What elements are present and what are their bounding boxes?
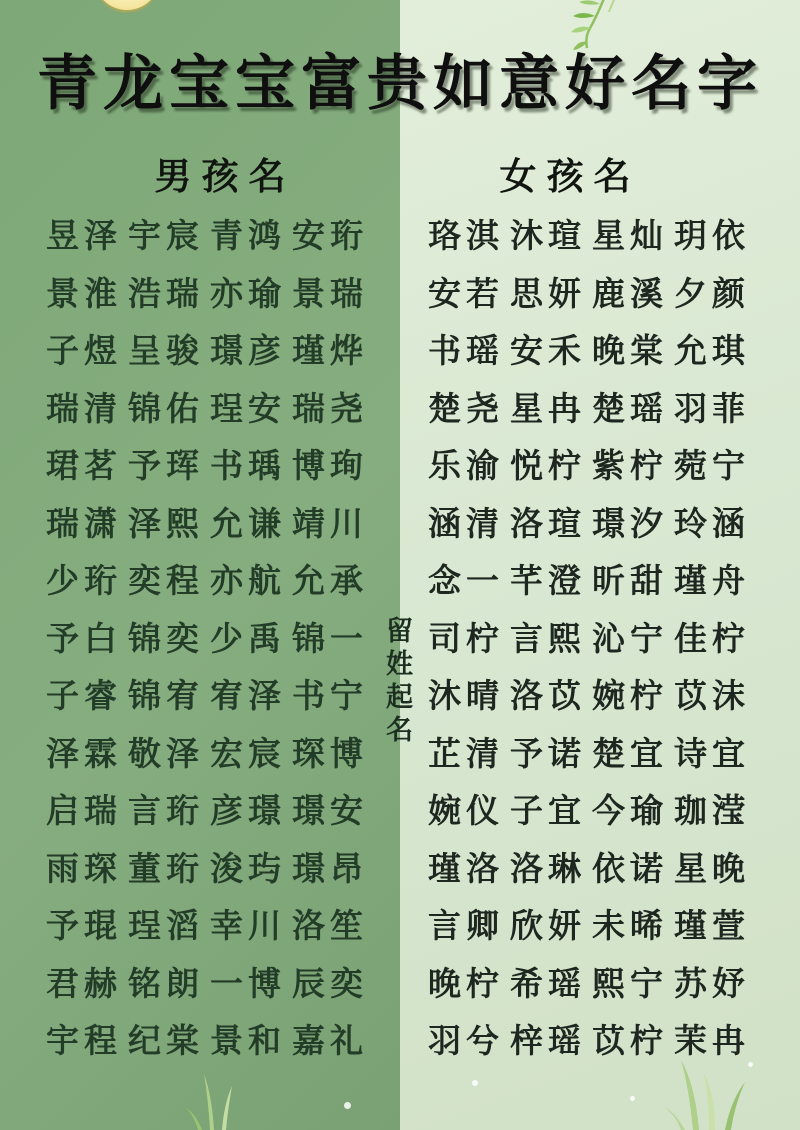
name-item: 安珩: [292, 219, 368, 255]
poster-title: 青龙宝宝富贵如意好名字: [37, 51, 763, 117]
name-item: 芷清: [428, 736, 504, 773]
name-item: 辰奕: [292, 966, 368, 1003]
name-row: [46, 958, 368, 1005]
name-item: 博珣: [292, 449, 368, 485]
name-item: 洛苡: [510, 679, 586, 715]
name-item: 瑾洛: [428, 851, 504, 888]
name-item: 苏妤: [674, 966, 750, 1003]
name-row: [46, 498, 368, 545]
name-item: 景淮: [46, 276, 122, 313]
name-row: [46, 728, 368, 775]
name-item: 苡沫: [674, 679, 750, 715]
name-item: 璟彦: [210, 334, 286, 370]
name-item: 书瑀: [210, 449, 286, 485]
name-item: 琛博: [292, 736, 368, 773]
name-row: [428, 670, 750, 717]
name-item: 景和: [210, 1024, 286, 1060]
name-item: 锦奕: [128, 621, 204, 658]
name-item: 洛琳: [510, 851, 586, 888]
name-item: 梓瑶: [510, 1024, 586, 1060]
name-item: 婉仪: [428, 794, 504, 830]
name-item: 玥依: [674, 219, 750, 255]
name-item: 苡柠: [592, 1024, 668, 1060]
girls-names-grid: [428, 210, 750, 1062]
name-item: 璟昂: [292, 851, 368, 888]
name-item: 铭朗: [128, 966, 204, 1003]
name-item: 熙宁: [592, 966, 668, 1003]
name-item: 宇程: [46, 1024, 122, 1060]
name-item: 洛瑄: [510, 506, 586, 543]
name-row: [428, 210, 750, 257]
name-item: 予诺: [510, 736, 586, 773]
name-item: 夕颜: [674, 276, 750, 313]
name-item: 泽霖: [46, 736, 122, 773]
name-item: 嘉礼: [292, 1024, 368, 1060]
name-row: [428, 843, 750, 890]
name-item: 珞淇: [428, 219, 504, 255]
name-item: 敬泽: [128, 736, 204, 773]
name-item: 允琪: [674, 334, 750, 370]
name-item: 宏宸: [210, 736, 286, 773]
name-item: 佳柠: [674, 621, 750, 658]
name-item: 一博: [210, 966, 286, 1003]
name-item: 乐渝: [428, 449, 504, 485]
name-row: [46, 555, 368, 602]
name-row: [428, 268, 750, 315]
name-item: 璟安: [292, 794, 368, 830]
name-item: 鹿溪: [592, 276, 668, 313]
name-item: 瑾萱: [674, 909, 750, 945]
name-row: [428, 383, 750, 430]
name-item: 珵安: [210, 391, 286, 428]
grass-tuft-icon: [168, 1068, 278, 1130]
name-item: 子睿: [46, 679, 122, 715]
name-item: 书瑶: [428, 334, 504, 370]
name-row: [46, 210, 368, 257]
name-item: 羽兮: [428, 1024, 504, 1060]
name-item: 今瑜: [592, 794, 668, 830]
name-item: 星晚: [674, 851, 750, 888]
name-item: 宥泽: [210, 679, 286, 715]
name-item: 未晞: [592, 909, 668, 945]
name-item: 青鸿: [210, 219, 286, 255]
name-item: 瑞潇: [46, 506, 122, 543]
boys-names-grid: [46, 210, 368, 1062]
name-item: 洛笙: [292, 909, 368, 945]
name-item: 司柠: [428, 621, 504, 658]
name-row: [428, 613, 750, 660]
name-item: 紫柠: [592, 449, 668, 485]
name-item: 少珩: [46, 564, 122, 600]
name-item: 靖川: [292, 506, 368, 543]
name-item: 言卿: [428, 909, 504, 945]
name-item: 锦宥: [128, 679, 204, 715]
name-item: 羽菲: [674, 391, 750, 428]
name-item: 予琨: [46, 909, 122, 945]
name-item: 楚宜: [592, 736, 668, 773]
name-row: [428, 958, 750, 1005]
name-item: 子宜: [510, 794, 586, 830]
name-row: [46, 670, 368, 717]
name-item: 昕甜: [592, 564, 668, 600]
name-item: 安若: [428, 276, 504, 313]
name-item: 子煜: [46, 334, 122, 370]
name-item: 悦柠: [510, 449, 586, 485]
boys-column-header: 男孩名: [154, 157, 296, 198]
name-item: 沐晴: [428, 679, 504, 715]
name-item: 奕程: [128, 564, 204, 600]
name-item: 少禹: [210, 621, 286, 658]
name-item: 言熙: [510, 621, 586, 658]
grass-tuft-icon: [655, 1048, 775, 1130]
name-item: 璟汐: [592, 506, 668, 543]
name-row: [428, 728, 750, 775]
name-item: 珈滢: [674, 794, 750, 830]
name-item: 珵滔: [128, 909, 204, 945]
name-item: 晚柠: [428, 966, 504, 1003]
name-item: 亦瑜: [210, 276, 286, 313]
name-item: 念一: [428, 564, 504, 600]
name-item: 君赫: [46, 966, 122, 1003]
sparkle-dot-icon: [344, 1102, 351, 1109]
name-item: 菀宁: [674, 449, 750, 485]
name-item: 予白: [46, 621, 122, 658]
name-item: 沁宁: [592, 621, 668, 658]
name-item: 依诺: [592, 851, 668, 888]
name-item: 呈骏: [128, 334, 204, 370]
name-item: 允谦: [210, 506, 286, 543]
name-item: 景瑞: [292, 276, 368, 313]
name-item: 晚棠: [592, 334, 668, 370]
name-row: [428, 325, 750, 372]
name-item: 亦航: [210, 564, 286, 600]
name-row: [46, 900, 368, 947]
name-item: 思妍: [510, 276, 586, 313]
name-row: [428, 498, 750, 545]
name-item: 涵清: [428, 506, 504, 543]
name-item: 启瑞: [46, 794, 122, 830]
name-item: 幸川: [210, 909, 286, 945]
name-item: 欣妍: [510, 909, 586, 945]
name-item: 玲涵: [674, 506, 750, 543]
name-item: 昱泽: [46, 219, 122, 255]
name-item: 瑾烨: [292, 334, 368, 370]
name-item: 珺茗: [46, 449, 122, 485]
watermark-vertical-text: 留姓起名: [382, 616, 412, 748]
name-item: 雨琛: [46, 851, 122, 888]
name-row: [46, 440, 368, 487]
name-item: 浩瑞: [128, 276, 204, 313]
name-item: 安禾: [510, 334, 586, 370]
name-item: 言珩: [128, 794, 204, 830]
name-item: 锦一: [292, 621, 368, 658]
name-row: [46, 383, 368, 430]
name-row: [428, 555, 750, 602]
name-row: [46, 613, 368, 660]
sparkle-dot-icon: [748, 1062, 753, 1067]
name-item: 楚瑶: [592, 391, 668, 428]
name-item: 予珲: [128, 449, 204, 485]
name-item: 泽熙: [128, 506, 204, 543]
name-item: 婉柠: [592, 679, 668, 715]
name-item: 希瑶: [510, 966, 586, 1003]
name-row: [428, 785, 750, 832]
name-item: 书宁: [292, 679, 368, 715]
name-row: [46, 843, 368, 890]
name-item: 星冉: [510, 391, 586, 428]
name-item: 楚尧: [428, 391, 504, 428]
name-item: 茉冉: [674, 1024, 750, 1060]
name-row: [46, 785, 368, 832]
name-item: 浚玙: [210, 851, 286, 888]
name-item: 星灿: [592, 219, 668, 255]
name-item: 锦佑: [128, 391, 204, 428]
name-item: 沐瑄: [510, 219, 586, 255]
name-item: 诗宜: [674, 736, 750, 773]
name-item: 瑾舟: [674, 564, 750, 600]
name-item: 允承: [292, 564, 368, 600]
name-item: 瑞尧: [292, 391, 368, 428]
name-row: [46, 1015, 368, 1062]
name-item: 瑞清: [46, 391, 122, 428]
sparkle-dot-icon: [472, 1080, 478, 1086]
name-row: [428, 900, 750, 947]
sparkle-dot-icon: [630, 1096, 635, 1101]
name-item: 董珩: [128, 851, 204, 888]
name-item: 彦璟: [210, 794, 286, 830]
name-item: 宇宸: [128, 219, 204, 255]
name-row: [46, 325, 368, 372]
name-row: [428, 440, 750, 487]
name-item: 纪棠: [128, 1024, 204, 1060]
girls-column-header: 女孩名: [499, 157, 641, 198]
name-row: [46, 268, 368, 315]
name-item: 芊澄: [510, 564, 586, 600]
